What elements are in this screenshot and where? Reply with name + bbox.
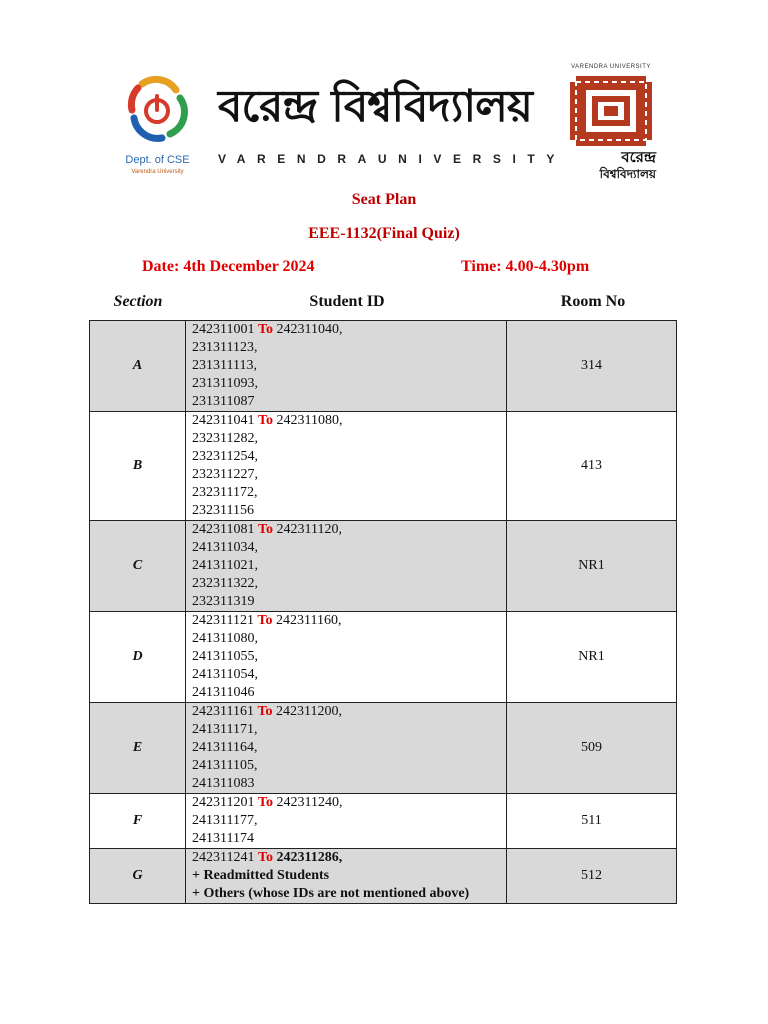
exam-time: Time: 4.00-4.30pm — [461, 258, 590, 275]
university-name-bangla: বরেন্দ্র বিশ্ববিদ্যালয় — [218, 81, 532, 132]
student-id-line: 232311227, — [192, 467, 258, 482]
student-id-line: 241311046 — [192, 685, 255, 700]
emblem-bangla-line2: বিশ্ববিদ্যালয় — [599, 167, 656, 181]
id-range-line — [192, 321, 506, 339]
range-end: 242311240, — [276, 795, 343, 810]
range-end: 242311040, — [276, 322, 343, 337]
room-cell: 314 — [507, 321, 677, 412]
room-cell: NR1 — [507, 521, 677, 612]
student-id-line: 241311174 — [192, 831, 254, 846]
student-id-line: 231311087 — [192, 394, 255, 409]
range-start: 242311241 — [192, 850, 255, 865]
student-id-cell — [186, 321, 507, 412]
student-id-line: 241311171, — [192, 722, 258, 737]
student-id-line: 231311093, — [192, 376, 258, 391]
range-end: 242311286, — [276, 850, 343, 865]
student-id-line: + Others (whose IDs are not mentioned above) — [192, 886, 470, 901]
range-start: 242311121 — [192, 613, 254, 628]
student-id-line: 241311177, — [192, 813, 258, 828]
range-end: 242311120, — [276, 522, 343, 537]
student-id-line: 232311156 — [192, 503, 254, 518]
student-id-cell — [186, 703, 507, 794]
column-header-student-id: Student ID — [309, 293, 385, 310]
range-end: 242311200, — [276, 704, 343, 719]
emblem-bangla-line1: বরেন্দ্র — [621, 148, 656, 166]
section-cell: F — [90, 794, 186, 849]
id-range-line — [192, 703, 506, 721]
range-to-label: To — [257, 522, 274, 537]
course-title: EEE-1132(Final Quiz) — [308, 225, 460, 242]
student-id-line: 241311034, — [192, 540, 258, 555]
range-to-label: To — [257, 850, 274, 865]
table-row — [90, 521, 677, 612]
id-range-line — [192, 849, 506, 867]
emblem-top-text: VARENDRA UNIVERSITY — [571, 64, 651, 70]
student-id-line: 232311322, — [192, 576, 258, 591]
emblem-icon — [570, 76, 652, 146]
dept-logo-text: Dept. of CSE — [125, 154, 190, 166]
table-row — [90, 703, 677, 794]
range-end: 242311080, — [276, 413, 343, 428]
student-id-line: 231311123, — [192, 340, 258, 355]
university-name-english: VARENDRAUNIVERSITY — [218, 152, 566, 166]
dept-logo-subtext: Varendra University — [131, 169, 184, 175]
student-id-line: + Readmitted Students — [192, 868, 330, 883]
id-range-line — [192, 794, 506, 812]
range-to-label: To — [257, 704, 273, 719]
student-id-cell — [186, 794, 507, 849]
range-to-label: To — [257, 322, 274, 337]
room-cell: 413 — [507, 412, 677, 521]
student-id-line: 241311054, — [192, 667, 258, 682]
table-row — [90, 849, 677, 904]
student-id-line: 241311083 — [192, 776, 255, 791]
student-id-line: 231311113, — [192, 358, 257, 373]
seat-plan-body — [90, 321, 677, 904]
document-title: Seat Plan — [351, 191, 417, 208]
student-id-line: 232311172, — [192, 485, 258, 500]
column-header-room: Room No — [560, 293, 626, 310]
section-cell: C — [90, 521, 186, 612]
id-range-line — [192, 412, 506, 430]
student-id-cell — [186, 849, 507, 904]
section-cell: A — [90, 321, 186, 412]
cse-swirl-icon — [124, 72, 190, 150]
range-start: 242311161 — [192, 704, 254, 719]
room-cell: 512 — [507, 849, 677, 904]
range-end: 242311160, — [276, 613, 342, 628]
student-id-line: 232311319 — [192, 594, 255, 609]
range-to-label: To — [257, 413, 274, 428]
table-row — [90, 412, 677, 521]
university-emblem — [566, 64, 656, 186]
student-id-cell — [186, 521, 507, 612]
section-cell: D — [90, 612, 186, 703]
student-id-line: 241311164, — [192, 740, 258, 755]
id-range-line — [192, 612, 506, 630]
section-cell: B — [90, 412, 186, 521]
table-row — [90, 321, 677, 412]
student-id-line: 241311021, — [192, 558, 258, 573]
dept-cse-logo — [110, 72, 205, 182]
student-id-line: 241311080, — [192, 631, 258, 646]
seat-plan-table — [89, 320, 677, 904]
id-range-line — [192, 521, 506, 539]
room-cell: 509 — [507, 703, 677, 794]
letterhead — [0, 60, 768, 190]
range-to-label: To — [257, 613, 273, 628]
room-cell: NR1 — [507, 612, 677, 703]
section-cell: E — [90, 703, 186, 794]
student-id-cell — [186, 612, 507, 703]
column-header-section: Section — [113, 293, 163, 310]
room-cell: 511 — [507, 794, 677, 849]
range-start: 242311041 — [192, 413, 255, 428]
range-start: 242311201 — [192, 795, 255, 810]
range-to-label: To — [257, 795, 274, 810]
student-id-line: 241311105, — [192, 758, 258, 773]
range-start: 242311081 — [192, 522, 255, 537]
student-id-line: 241311055, — [192, 649, 258, 664]
exam-date: Date: 4th December 2024 — [142, 258, 315, 275]
table-row — [90, 794, 677, 849]
student-id-line: 232311254, — [192, 449, 258, 464]
table-row — [90, 612, 677, 703]
range-start: 242311001 — [192, 322, 255, 337]
student-id-line: 232311282, — [192, 431, 258, 446]
student-id-cell — [186, 412, 507, 521]
section-cell: G — [90, 849, 186, 904]
